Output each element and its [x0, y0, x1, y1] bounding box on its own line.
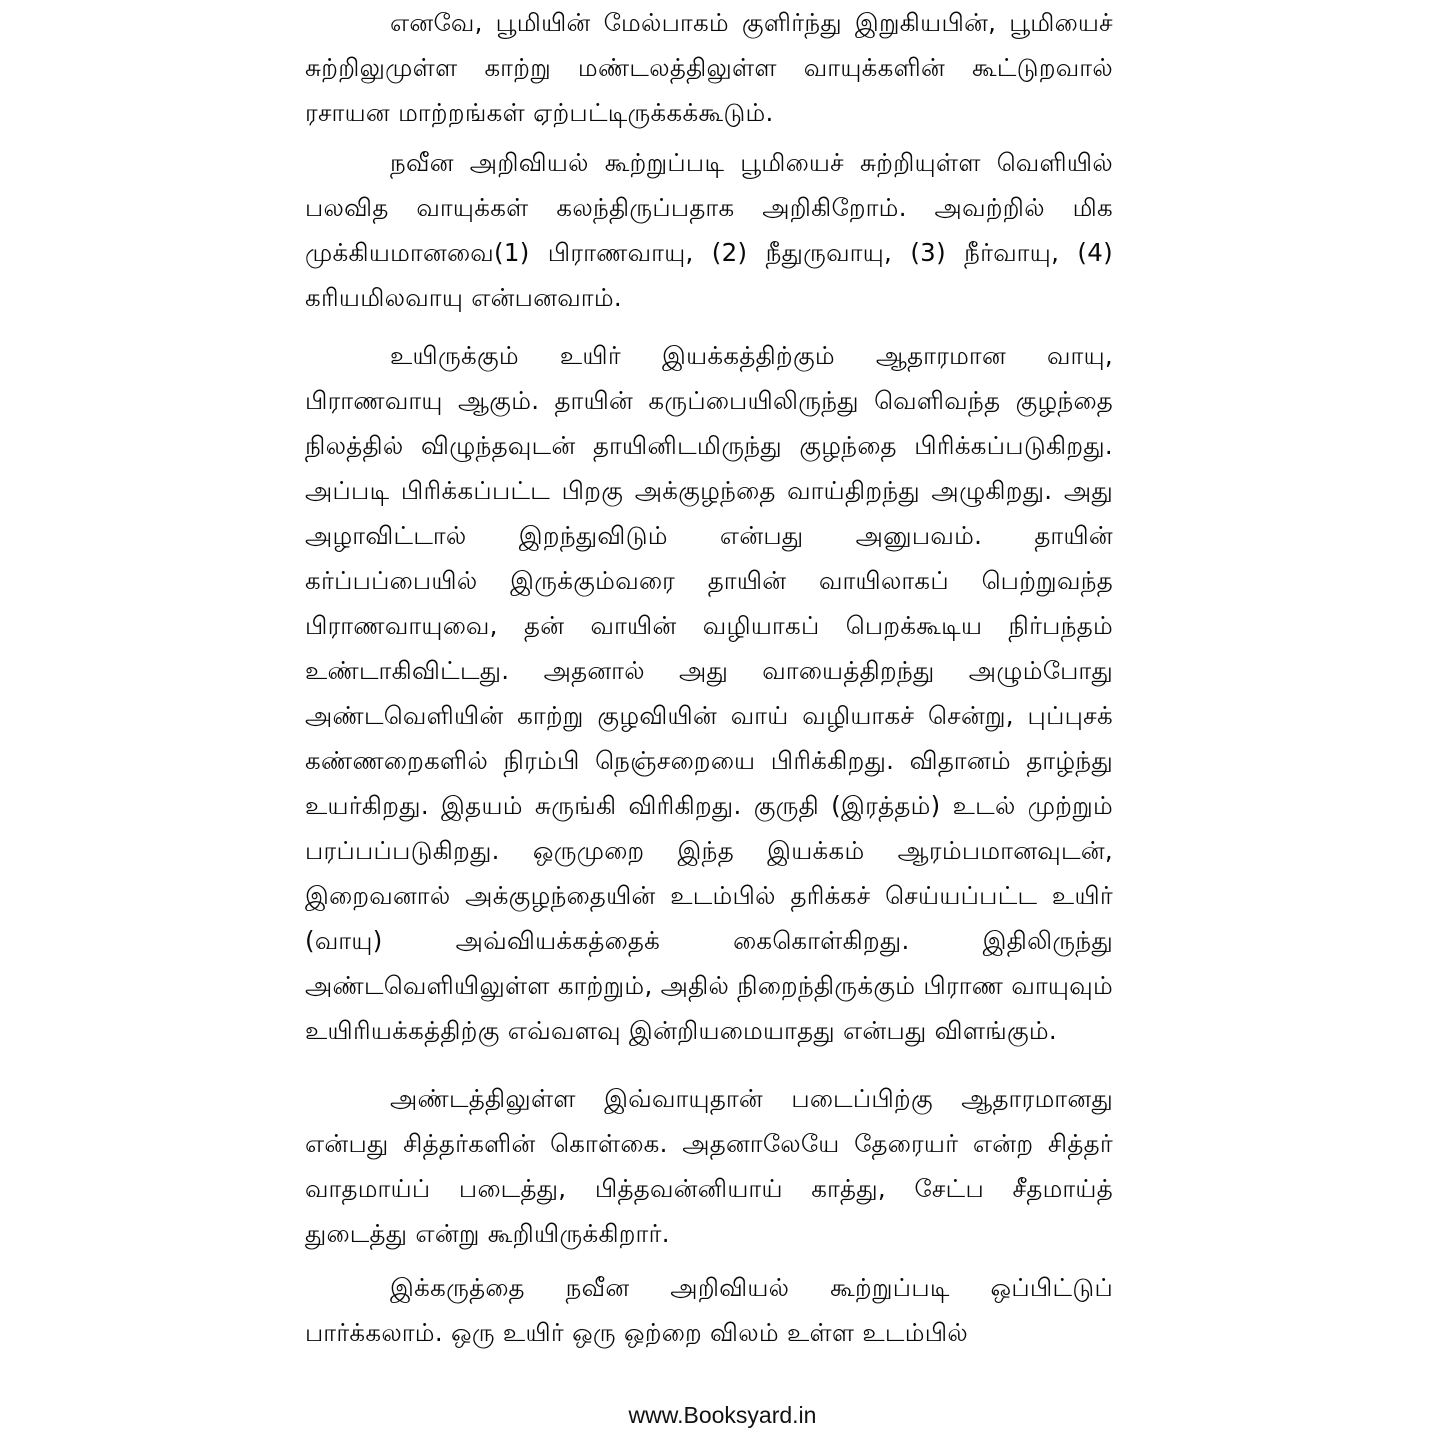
paragraph-2: நவீன அறிவியல் கூற்றுப்படி பூமியைச் சுற்றியுள்ள வெளியில் பலவித வாயுக்கள் கலந்திருப்பதாக அறிகிறோம். அவற்றில் மிக முக்கியமானவை(1) பிராணவாயு, (2) நீதுருவாயு, (3) நீர்வாயு, (4) கரியமிலவாயு என்பனவாம்.: [305, 148, 1113, 312]
paragraph-4: அண்டத்திலுள்ள இவ்வாயுதான் படைப்பிற்கு ஆதாரமானது என்பது சித்தர்களின் கொள்கை. அதனாலேயே தேரையர் என்ற சித்தர் வாதமாய்ப் படைத்து, பித்தவன்னியாய் காத்து, சேட்ப சீதமாய்த் துடைத்து என்று கூறியிருக்கிறார்.: [305, 1084, 1113, 1248]
website-footer: www.Booksyard.in: [628, 1402, 817, 1428]
paragraph-3: உயிருக்கும் உயிர் இயக்கத்திற்கும் ஆதாரமான வாயு, பிராணவாயு ஆகும். தாயின் கருப்பையிலிருந்து வெளிவந்த குழந்தை நிலத்தில் விழுந்தவுடன் தாயினிடமிருந்து குழந்தை பிரிக்கப்படுகிறது. அப்படி பிரிக்கப்பட்ட பிறகு அக்குழந்தை வாய்திறந்து அழுகிறது. அது அழாவிட்டால் இறந்துவிடும் என்பது அனுபவம். தாயின் கர்ப்பப்பையில் இருக்கும்வரை தாயின் வாயிலாகப் பெற்றுவந்த பிராணவாயுவை, தன் வாயின் வழியாகப் பெறக்கூடிய நிர்பந்தம் உண்டாகிவிட்டது. அதனால் அது வாயைத்திறந்து அழும்போது அண்டவெளியின் காற்று குழவியின் வாய் வழியாகச் சென்று, புப்புசக் கண்ணறைகளில் நிரம்பி நெஞ்சறையை பிரிக்கிறது. விதானம் தாழ்ந்து உயர்கிறது. இதயம் சுருங்கி விரிகிறது. குருதி (இரத்தம்) உடல் முற்றும் பரப்பப்படுகிறது. ஒருமுறை இந்த இயக்கம் ஆரம்பமானவுடன், இறைவனால் அக்குழந்தையின் உடம்பில் தரிக்கச் செய்யப்பட்ட உயிர் (வாயு) அவ்வியக்கத்தைக் கைகொள்கிறது. இதிலிருந்து அண்டவெளியிலுள்ள காற்றும், அதில் நிறைந்திருக்கும் பிராண வாயுவும் உயிரியக்கத்திற்கு எவ்வளவு இன்றியமையாதது என்பது விளங்கும்.: [305, 341, 1113, 1045]
paragraph-5: இக்கருத்தை நவீன அறிவியல் கூற்றுப்படி ஒப்பிட்டுப் பார்க்கலாம். ஒரு உயிர் ஒரு ஒற்றை விலம் உள்ள உடம்பில்: [305, 1273, 1113, 1347]
paragraph-1: எனவே, பூமியின் மேல்பாகம் குளிர்ந்து இறுகியபின், பூமியைச் சுற்றிலுமுள்ள காற்று மண்டலத்திலுள்ள வாயுக்களின் கூட்டுறவால் ரசாயன மாற்றங்கள் ஏற்பட்டிருக்கக்கூடும்.: [305, 8, 1113, 127]
